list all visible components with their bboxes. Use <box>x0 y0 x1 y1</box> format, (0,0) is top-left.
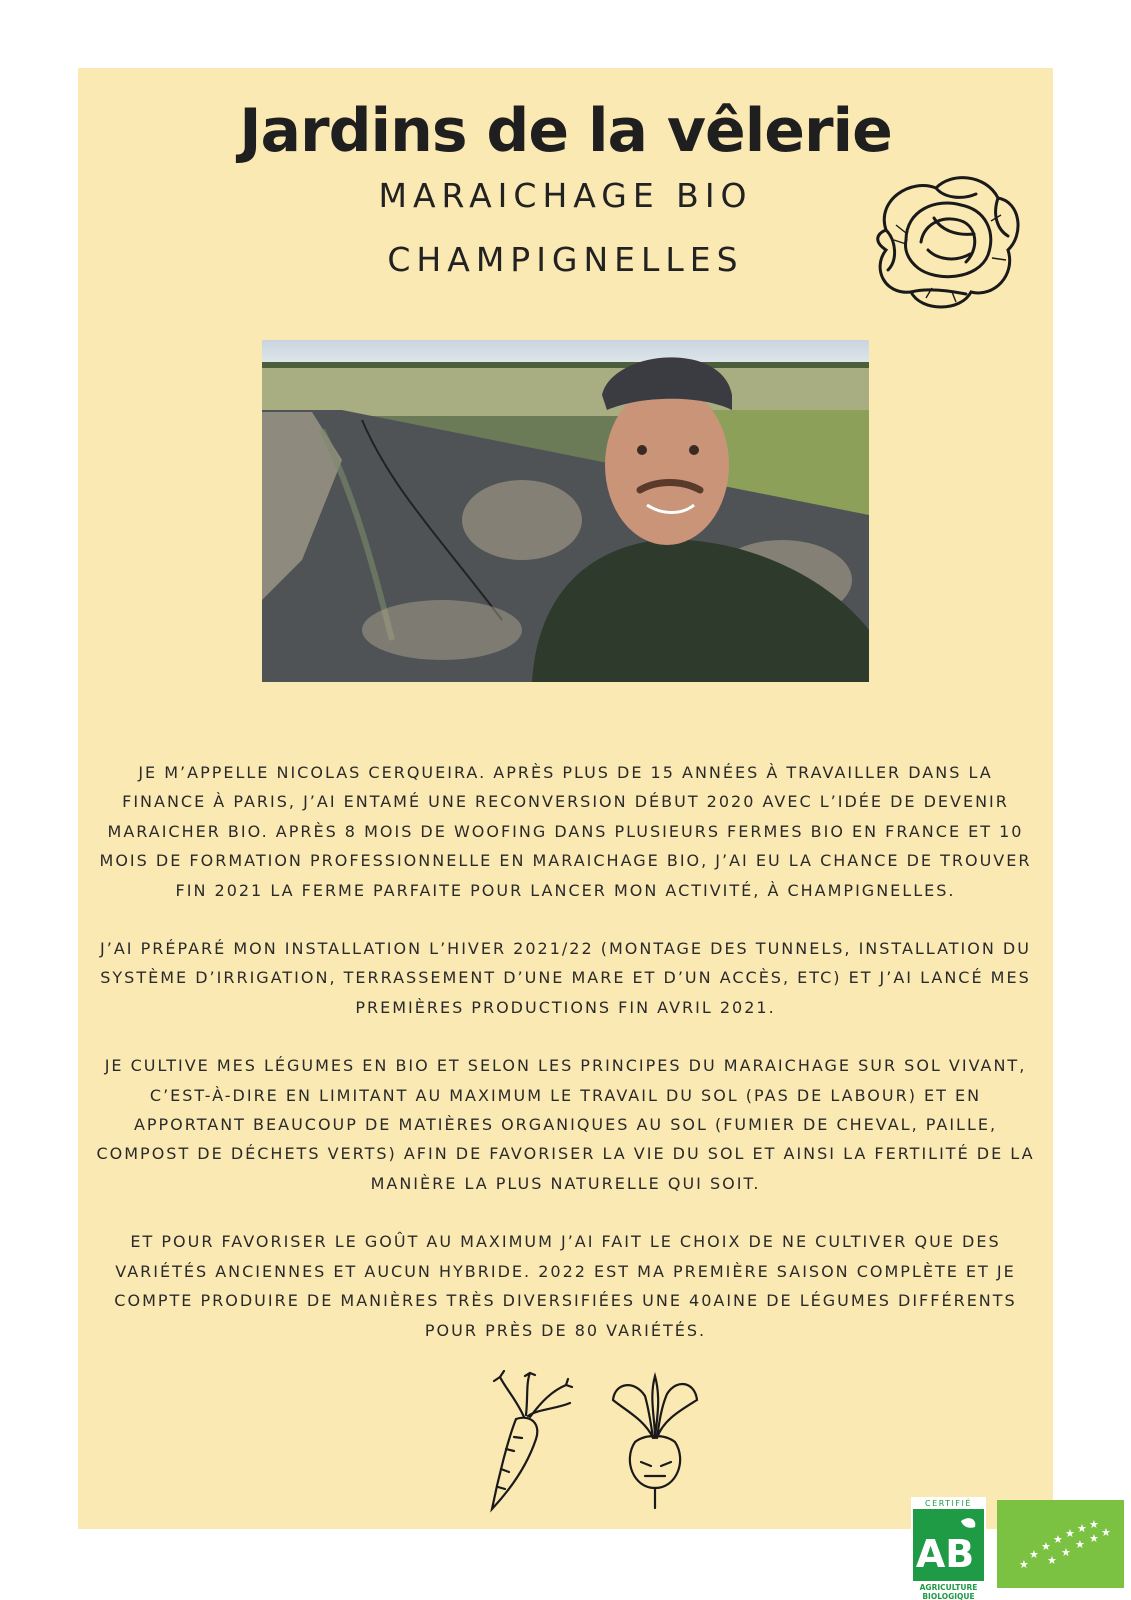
paragraph: J’AI PRÉPARÉ MON INSTALLATION L’HIVER 2021/22 (MONTAGE DES TUNNELS, INSTALLATION DU SYSTÈME D’IRRIGATION, TERRASSEMENT D’UNE MARE ET D’UN ACCÈS, ETC) ET J’AI LANCÉ MES PREMIÈRES PRODUCTIONS FIN AVRIL 2021. <box>100 939 1031 1017</box>
ab-certification-logo <box>911 1497 986 1600</box>
paragraph: ET POUR FAVORISER LE GOÛT AU MAXIMUM J’AI FAIT LE CHOIX DE NE CULTIVER QUE DES VARIÉTÉS ANCIENNES ET AUCUN HYBRIDE. 2022 EST MA PREMIÈRE SAISON COMPLÈTE ET JE COMPTE PRODUIRE DE MANIÈRES TRÈS DIVERSIFIÉES UNE 40AINE DE LÉGUMES DIFFÉRENTS POUR PRÈS DE 80 VARIÉTÉS. <box>114 1232 1017 1340</box>
body-text <box>96 758 1035 1374</box>
location-label: CHAMPIGNELLES <box>387 240 744 279</box>
ab-line2-text: BIOLOGIQUE <box>922 1592 975 1600</box>
ab-mark-text: AB <box>915 1532 975 1576</box>
svg-text:★: ★ <box>1101 1526 1111 1539</box>
svg-text:★: ★ <box>1075 1538 1085 1551</box>
ab-top-text: CERTIFIÉ <box>925 1499 972 1508</box>
svg-text:★: ★ <box>1089 1518 1099 1531</box>
page-subtitle: MARAICHAGE BIO <box>378 176 753 215</box>
page-title: Jardins de la vêlerie <box>239 96 892 166</box>
svg-text:★: ★ <box>1041 1540 1051 1553</box>
svg-text:★: ★ <box>1089 1532 1099 1545</box>
eu-organic-logo <box>997 1500 1124 1588</box>
carrot-icon <box>486 1369 574 1519</box>
farmer-photo <box>262 340 869 682</box>
svg-text:★: ★ <box>1019 1558 1029 1571</box>
farmer-field-image <box>262 340 869 682</box>
paragraph: JE CULTIVE MES LÉGUMES EN BIO ET SELON LES PRINCIPES DU MARAICHAGE SUR SOL VIVANT, C’EST-À-DIRE EN LIMITANT AU MAXIMUM LE TRAVAIL DU SOL (PAS DE LABOUR) ET EN APPORTANT BEAUCOUP DE MATIÈRES ORGANIQUES AU SOL (FUMIER DE CHEVAL, PAILLE, COMPOST DE DÉCHETS VERTS) AFIN DE FAVORISER LA VIE DU SOL ET AINSI LA FERTILITÉ DE LA MANIÈRE LA PLUS NATURELLE QUI SOIT. <box>96 1056 1035 1193</box>
svg-text:★: ★ <box>1061 1546 1071 1559</box>
svg-text:★: ★ <box>1029 1548 1039 1561</box>
poster <box>78 68 1053 1529</box>
cabbage-icon <box>866 170 1026 320</box>
beetroot-icon <box>605 1370 705 1510</box>
paragraph: JE M’APPELLE NICOLAS CERQUEIRA. APRÈS PLUS DE 15 ANNÉES À TRAVAILLER DANS LA FINANCE À PARIS, J’AI ENTAMÉ UNE RECONVERSION DÉBUT 2020 AVEC L’IDÉE DE DEVENIR MARAICHER BIO. APRÈS 8 MOIS DE WOOFING DANS PLUSIEURS FERMES BIO EN FRANCE ET 10 MOIS DE FORMATION PROFESSIONNELLE EN MARAICHAGE BIO, J’AI EU LA CHANCE DE TROUVER FIN 2021 LA FERME PARFAITE POUR LANCER MON ACTIVITÉ, À CHAMPIGNELLES. <box>99 763 1032 900</box>
svg-text:★: ★ <box>1053 1533 1063 1546</box>
svg-text:★: ★ <box>1065 1527 1075 1540</box>
ab-line1-text: AGRICULTURE <box>919 1583 978 1592</box>
svg-text:★: ★ <box>1047 1554 1057 1567</box>
svg-text:★: ★ <box>1077 1522 1087 1535</box>
